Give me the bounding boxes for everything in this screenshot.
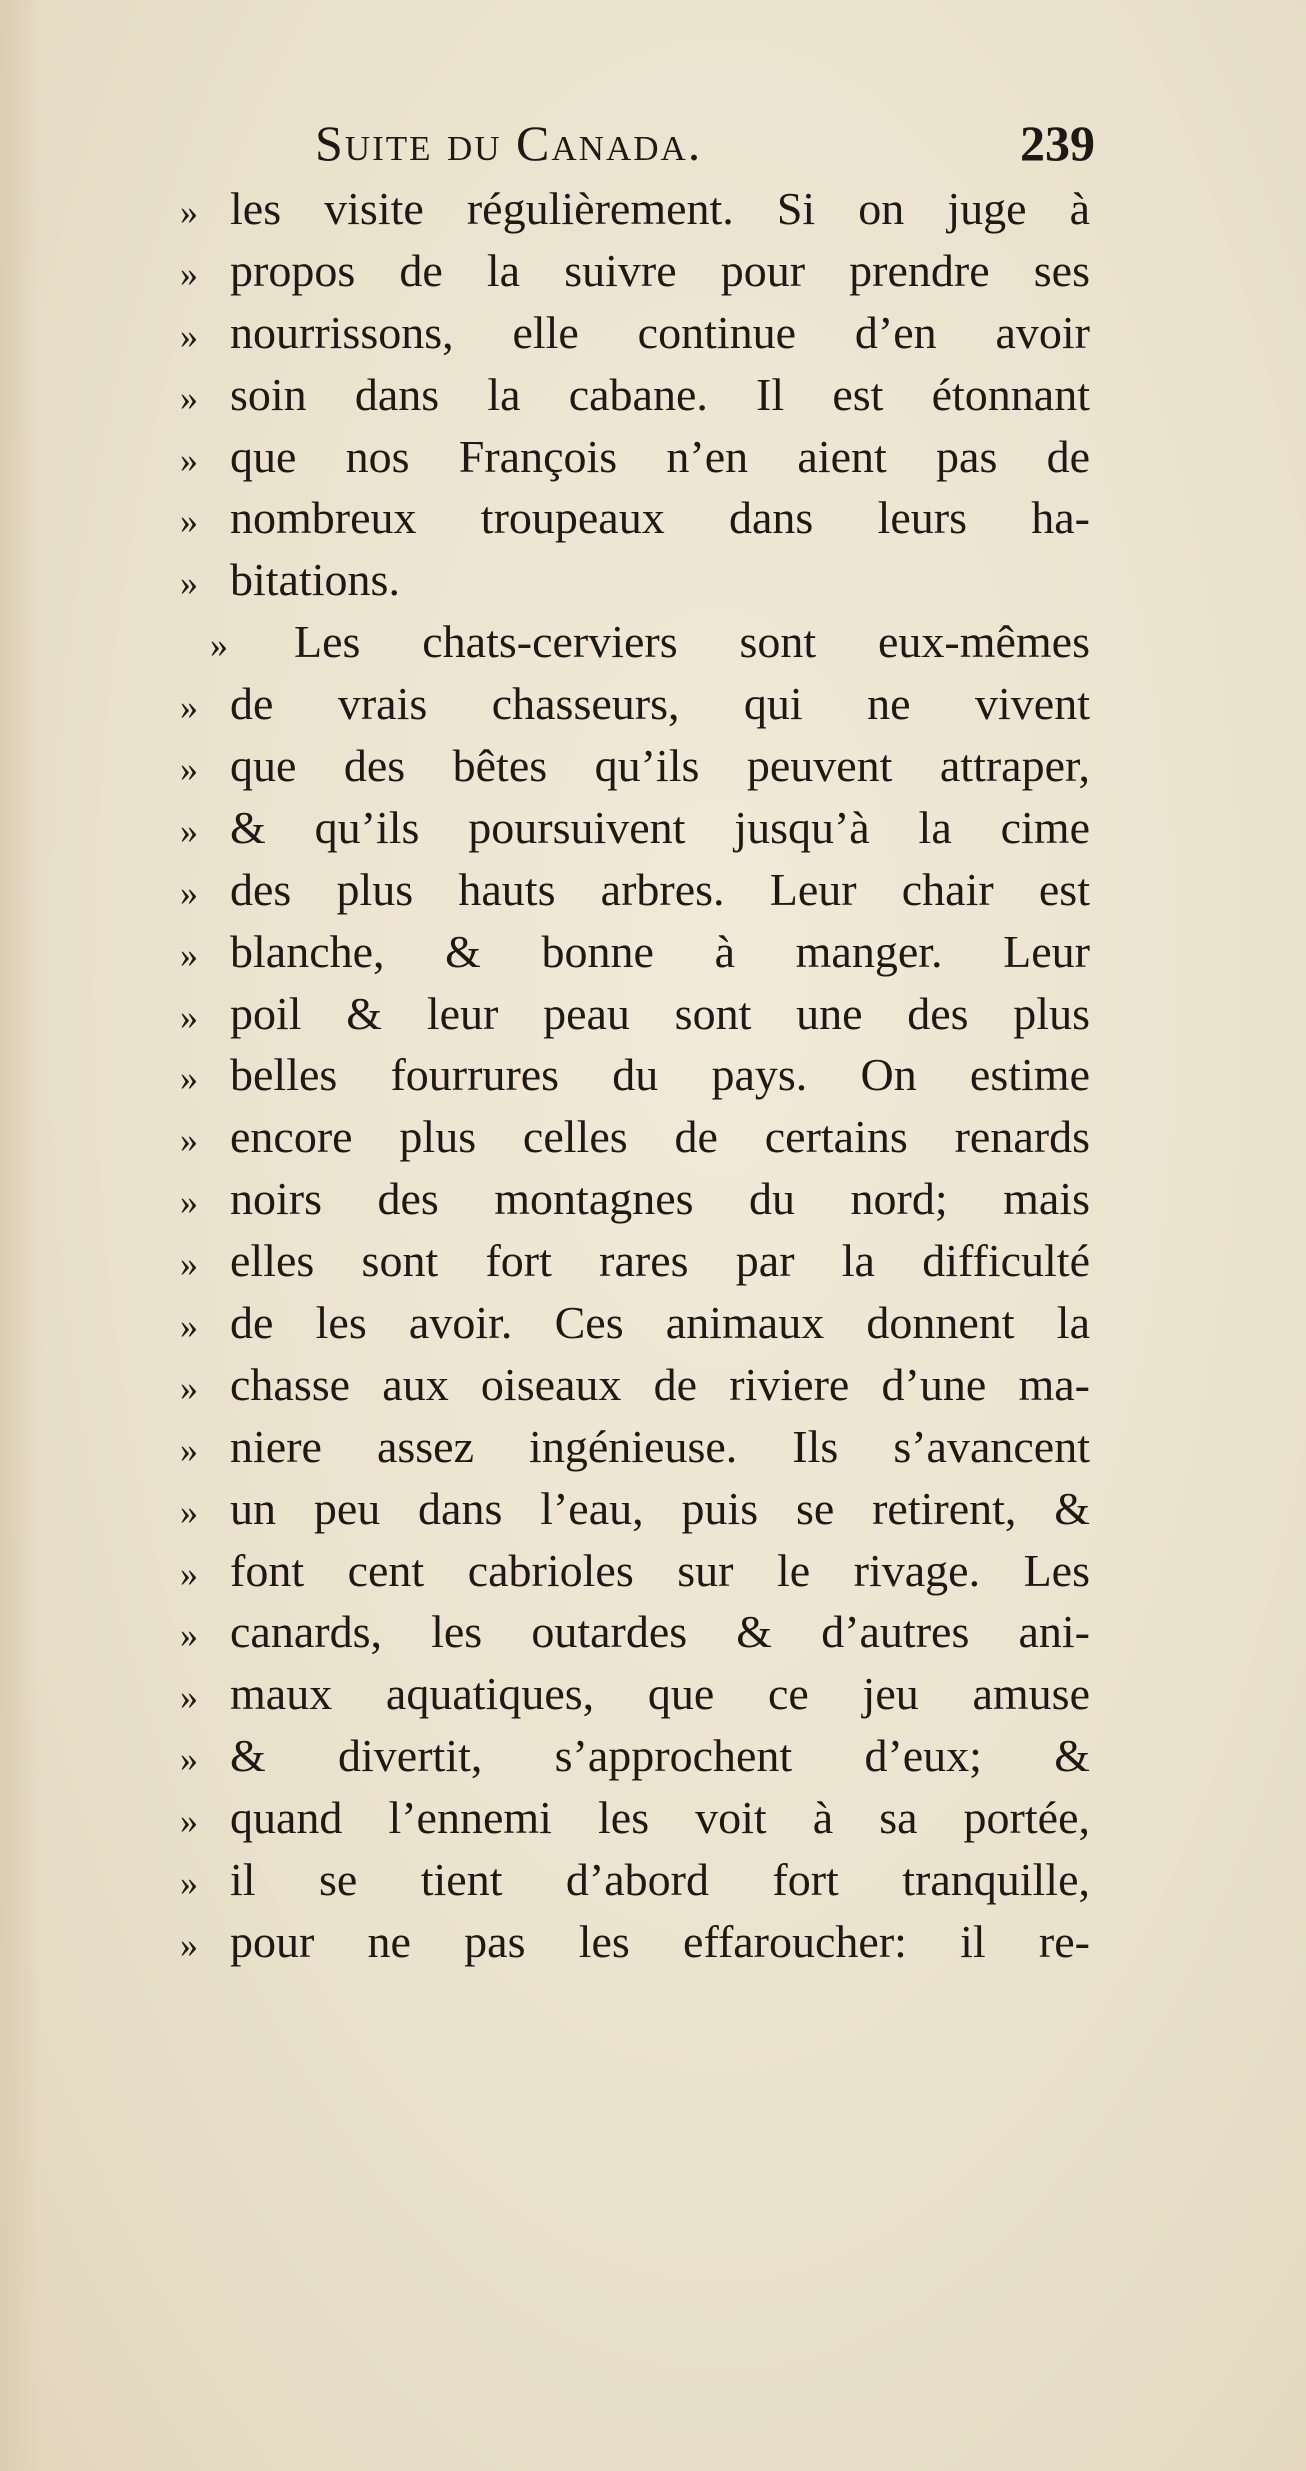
line-text: il se tient d’abord fort tranquille,	[230, 1854, 1090, 1906]
line-text: quand l’ennemi les voit à sa portée,	[230, 1792, 1090, 1844]
line-text: que nos François n’en aient pas de	[230, 430, 1090, 482]
line-text: pour ne pas les effaroucher: il re-	[230, 1915, 1090, 1967]
quotation-mark: »	[180, 1677, 198, 1718]
quotation-mark: »	[180, 1739, 198, 1780]
line-text: niere assez ingénieuse. Ils s’avancent	[230, 1420, 1090, 1472]
line-text: nombreux troupeaux dans leurs ha-	[230, 492, 1090, 544]
line-text: des plus hauts arbres. Leur chair est	[230, 863, 1090, 915]
text-line	[180, 1168, 1090, 1230]
text-line	[180, 1230, 1090, 1292]
text-line	[180, 1478, 1090, 1540]
quotation-mark: »	[180, 439, 198, 480]
line-text: noirs des montagnes du nord; mais	[230, 1173, 1090, 1225]
line-text: de vrais chasseurs, qui ne vivent	[230, 678, 1090, 730]
line-text: Les chats-cerviers sont eux-mêmes	[294, 616, 1090, 668]
page-gutter-shadow	[0, 0, 40, 2471]
quotation-mark: »	[180, 1553, 198, 1594]
quotation-mark: »	[180, 1058, 198, 1099]
text-line	[180, 1540, 1090, 1602]
quotation-mark: »	[180, 934, 198, 975]
line-text: & divertit, s’approchent d’eux; &	[230, 1730, 1090, 1782]
quotation-mark: »	[180, 563, 198, 604]
text-line	[180, 859, 1090, 921]
text-line	[180, 1601, 1090, 1663]
line-text: elles sont fort rares par la difficulté	[230, 1235, 1090, 1287]
text-line	[180, 1725, 1090, 1787]
quotation-mark: »	[180, 810, 198, 851]
line-text: poil & leur peau sont une des plus	[230, 987, 1090, 1039]
line-text: chasse aux oiseaux de riviere d’une ma-	[230, 1358, 1090, 1410]
text-line	[180, 1663, 1090, 1725]
text-line	[180, 611, 1090, 673]
line-text: de les avoir. Ces animaux donnent la	[230, 1297, 1090, 1349]
text-line	[180, 673, 1090, 735]
running-title: Suite du Canada.	[315, 115, 703, 171]
quotation-mark: »	[180, 1306, 198, 1347]
text-line	[180, 240, 1090, 302]
quotation-mark: »	[180, 687, 198, 728]
text-line	[180, 735, 1090, 797]
quotation-mark: »	[180, 1182, 198, 1223]
quotation-mark: »	[180, 1801, 198, 1842]
quotation-mark: »	[180, 253, 198, 294]
text-line	[180, 1292, 1090, 1354]
quotation-mark: »	[180, 315, 198, 356]
quotation-mark: »	[180, 1924, 198, 1965]
line-text: font cent cabrioles sur le rivage. Les	[230, 1544, 1090, 1596]
text-line	[180, 178, 1090, 240]
text-line	[180, 1106, 1090, 1168]
quotation-mark: »	[180, 377, 198, 418]
quotation-mark: »	[210, 625, 228, 666]
page-header	[315, 112, 1095, 174]
text-line	[180, 426, 1090, 488]
text-line	[180, 921, 1090, 983]
quotation-mark: »	[180, 1863, 198, 1904]
text-line	[180, 1787, 1090, 1849]
line-text: blanche, & bonne à manger. Leur	[230, 925, 1090, 977]
text-line	[180, 1849, 1090, 1911]
page-number: 239	[1020, 115, 1095, 171]
line-text: canards, les outardes & d’autres ani-	[230, 1606, 1090, 1658]
line-text: que des bêtes qu’ils peuvent attraper,	[230, 740, 1090, 792]
line-text: belles fourrures du pays. On estime	[230, 1049, 1090, 1101]
line-text: propos de la suivre pour prendre ses	[230, 244, 1090, 296]
line-text: & qu’ils poursuivent jusqu’à la cime	[230, 801, 1090, 853]
quotation-mark: »	[180, 749, 198, 790]
text-line	[180, 364, 1090, 426]
quotation-mark: »	[180, 1615, 198, 1656]
text-line	[180, 1416, 1090, 1478]
quotation-mark: »	[180, 501, 198, 542]
quotation-mark: »	[180, 1244, 198, 1285]
body-text	[180, 178, 1090, 1973]
text-line	[180, 1044, 1090, 1106]
line-text: maux aquatiques, que ce jeu amuse	[230, 1668, 1090, 1720]
text-line	[180, 1354, 1090, 1416]
line-text: encore plus celles de certains renards	[230, 1111, 1090, 1163]
quotation-mark: »	[180, 1120, 198, 1161]
text-line	[180, 983, 1090, 1045]
quotation-mark: »	[180, 192, 198, 232]
line-text: les visite régulièrement. Si on juge à	[230, 183, 1090, 234]
text-line	[180, 797, 1090, 859]
text-line	[180, 549, 1090, 611]
quotation-mark: »	[180, 872, 198, 913]
text-line	[180, 1911, 1090, 1973]
quotation-mark: »	[180, 1491, 198, 1532]
quotation-mark: »	[180, 1429, 198, 1470]
text-line	[180, 487, 1090, 549]
line-text: nourrissons, elle continue d’en avoir	[230, 306, 1090, 358]
line-text: bitations.	[230, 554, 400, 606]
line-text: soin dans la cabane. Il est étonnant	[230, 368, 1090, 420]
quotation-mark: »	[180, 996, 198, 1037]
line-text: un peu dans l’eau, puis se retirent, &	[230, 1482, 1090, 1534]
quotation-mark: »	[180, 1367, 198, 1408]
text-line	[180, 302, 1090, 364]
